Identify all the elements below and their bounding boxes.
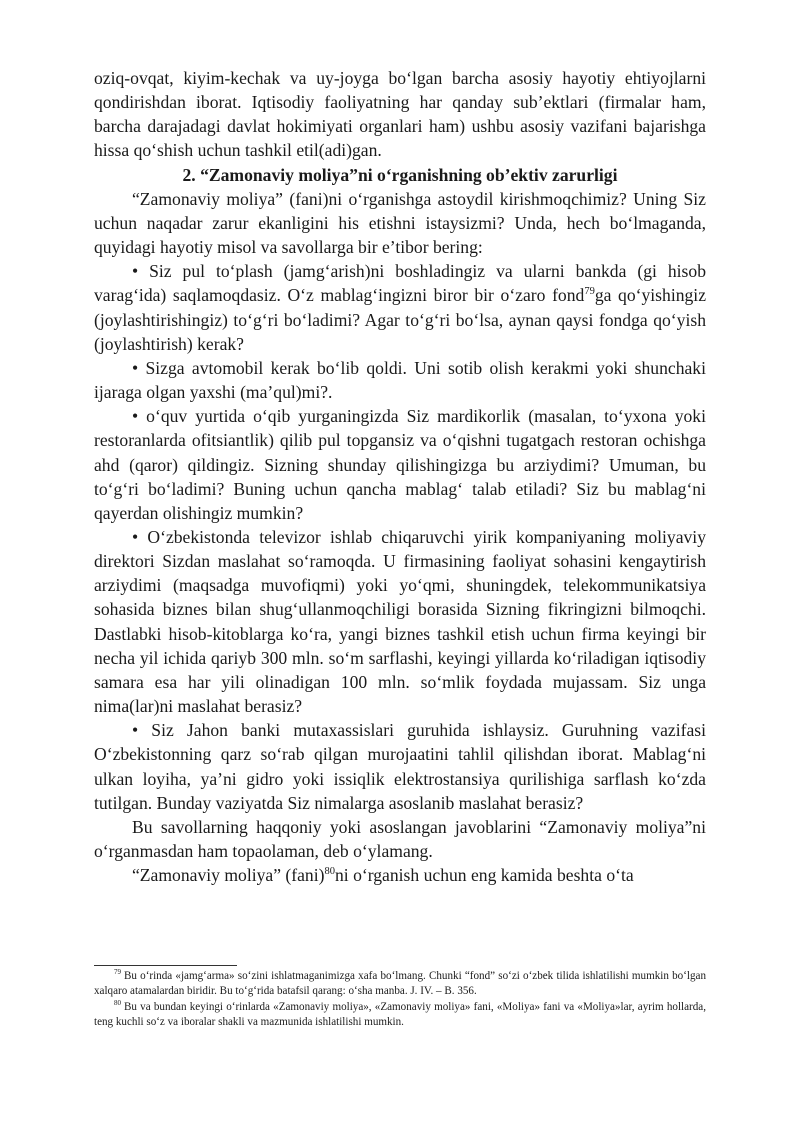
- bullet-1: [94, 259, 706, 356]
- paragraph-3-text-a: “Zamonaviy moliya” (fani): [132, 865, 325, 886]
- paragraph-2: Bu savollarning haqqoniy yoki asoslangan javoblarini “Zamonaviy moliya”ni o‘rganmasdan ham topaolaman, deb o‘ylamang.: [94, 816, 706, 861]
- footnote-number: 80: [114, 998, 121, 1007]
- footnote-ref-79[interactable]: 79: [584, 286, 595, 298]
- footnote-text: Bu o‘rinda «jamg‘arma» so‘zini ishlatmaganimizga xafa bo‘lmang. Chunki “fond” so‘zi o‘zbek tilida ishlatilishi mumkin bo‘lgan xalqaro atamalardan biridir. Bu to‘g‘rida batafsil qarang: o‘sha manba. J. IV. – B. 356.: [94, 970, 706, 998]
- footnote-80: [94, 1000, 706, 1031]
- paragraph-3: [94, 863, 706, 887]
- bullet-3: • o‘quv yurtida o‘qib yurganingizda Siz mardikorlik (masalan, to‘yxona yoki restoranlarda ofitsiantlik) qilib pul topgansiz va o‘qishni tugatgach restoran ochishga ahd (qaror) qildingiz. Sizning shunday qilishingizga bu arziydimi? Umuman, bu to‘g‘ri bo‘ladimi? Buning uchun qancha mablag‘ talab etiladi? Siz bu mablag‘ni qayerdan olishingiz mumkin?: [94, 406, 706, 523]
- intro-paragraph: oziq-ovqat, kiyim-kechak va uy-joyga bo‘lgan barcha asosiy hayotiy ehtiyojlarni qondirishdan iborat. Iqtisodiy faoliyatning har qanday sub’ektlari (firmalar ham, barcha darajadagi davlat hokimiyati organlari ham) ushbu asosiy vazifani bajarishga hissa qo‘shish uchun tashkil etil(adi)gan.: [94, 68, 706, 161]
- bullet-5: • Siz Jahon banki mutaxassislari guruhida ishlaysiz. Guruhning vazifasi O‘zbekistonning qarz so‘rab qilgan murojaatini tahlil qilishdan iborat. Mablag‘ni ulkan loyiha, ya’ni gidro yoki issiqlik elektrostansiya qurilishiga sarflash ko‘zda tutilgan. Bunday vaziyatda Siz nimalarga asoslanib maslahat berasiz?: [94, 720, 706, 813]
- paragraph-1: “Zamonaviy moliya” (fani)ni o‘rganishga astoydil kirishmoqchimiz? Uning Siz uchun naqadar zarur ekanligini his etishni istaysizmi? Unda, hech bo‘lmaganda, quyidagi hayotiy misol va savollarga bir e’tibor bering:: [94, 188, 706, 258]
- paragraph-3-text-b: ni o‘rganish uchun eng kamida beshta o‘ta: [334, 865, 634, 886]
- bullet-1-text-a: • Siz pul to‘plash (jamg‘arish)ni boshladingiz va ularni bankda (gi hisob varag‘ida) saqlamoqdasiz. O‘z mablag‘ingizni biror bir o‘zaro fond: [94, 261, 706, 306]
- footnote-ref-80[interactable]: 80: [324, 866, 335, 878]
- footnotes: [94, 969, 706, 1030]
- section-heading: 2. “Zamonaviy moliya”ni o‘rganishning ob’ektiv zarurligi: [182, 164, 618, 185]
- footnote-number: 79: [114, 968, 121, 977]
- footnote-text: Bu va bundan keyingi o‘rinlarda «Zamonaviy moliya», «Zamonaviy moliya» fani, «Moliya» fani va «Moliya»lar, ayrim hollarda, teng kuchli so‘z va iboralar shakli va mazmunida ishlatilishi mumkin.: [94, 1000, 706, 1028]
- bullet-1-text-b: ga qo‘yishingiz (joylashtirishingiz) to‘g‘ri bo‘ladimi? Agar to‘g‘ri bo‘lsa, aynan qaysi fondga qo‘yish (joylashtirish) kerak?: [94, 285, 707, 354]
- bullet-4: • O‘zbekistonda televizor ishlab chiqaruvchi yirik kompaniyaning moliyaviy direktori Sizdan maslahat so‘ramoqda. U firmasining faoliyat sohasini kengaytirish arziydimi (maqsadga muvofiqmi) yoki yo‘qmi, shuningdek, telekommunikatsiya sohasida biznes bilan shug‘ullanmoqchiligi borasida Sizning fikringizni bilmoqchi. Dastlabki hisob-kitoblarga ko‘ra, yangi biznes tashkil etish uchun firma keyingi bir necha yil ichida qariyb 300 mln. so‘m sarflashi, keyingi yillarda ko‘riladigan iqtisodiy samara esa har yili olinadigan 100 mln. so‘mlik foydada mujassam. Siz unga nima(lar)ni maslahat berasiz?: [94, 526, 706, 717]
- bullet-2: • Sizga avtomobil kerak bo‘lib qoldi. Uni sotib olish kerakmi yoki shunchaki ijaraga olgan yaxshi (ma’qul)mi?.: [94, 357, 706, 403]
- footnote-79: [94, 969, 706, 1000]
- footnote-divider: [94, 965, 237, 966]
- main-text: [94, 66, 706, 887]
